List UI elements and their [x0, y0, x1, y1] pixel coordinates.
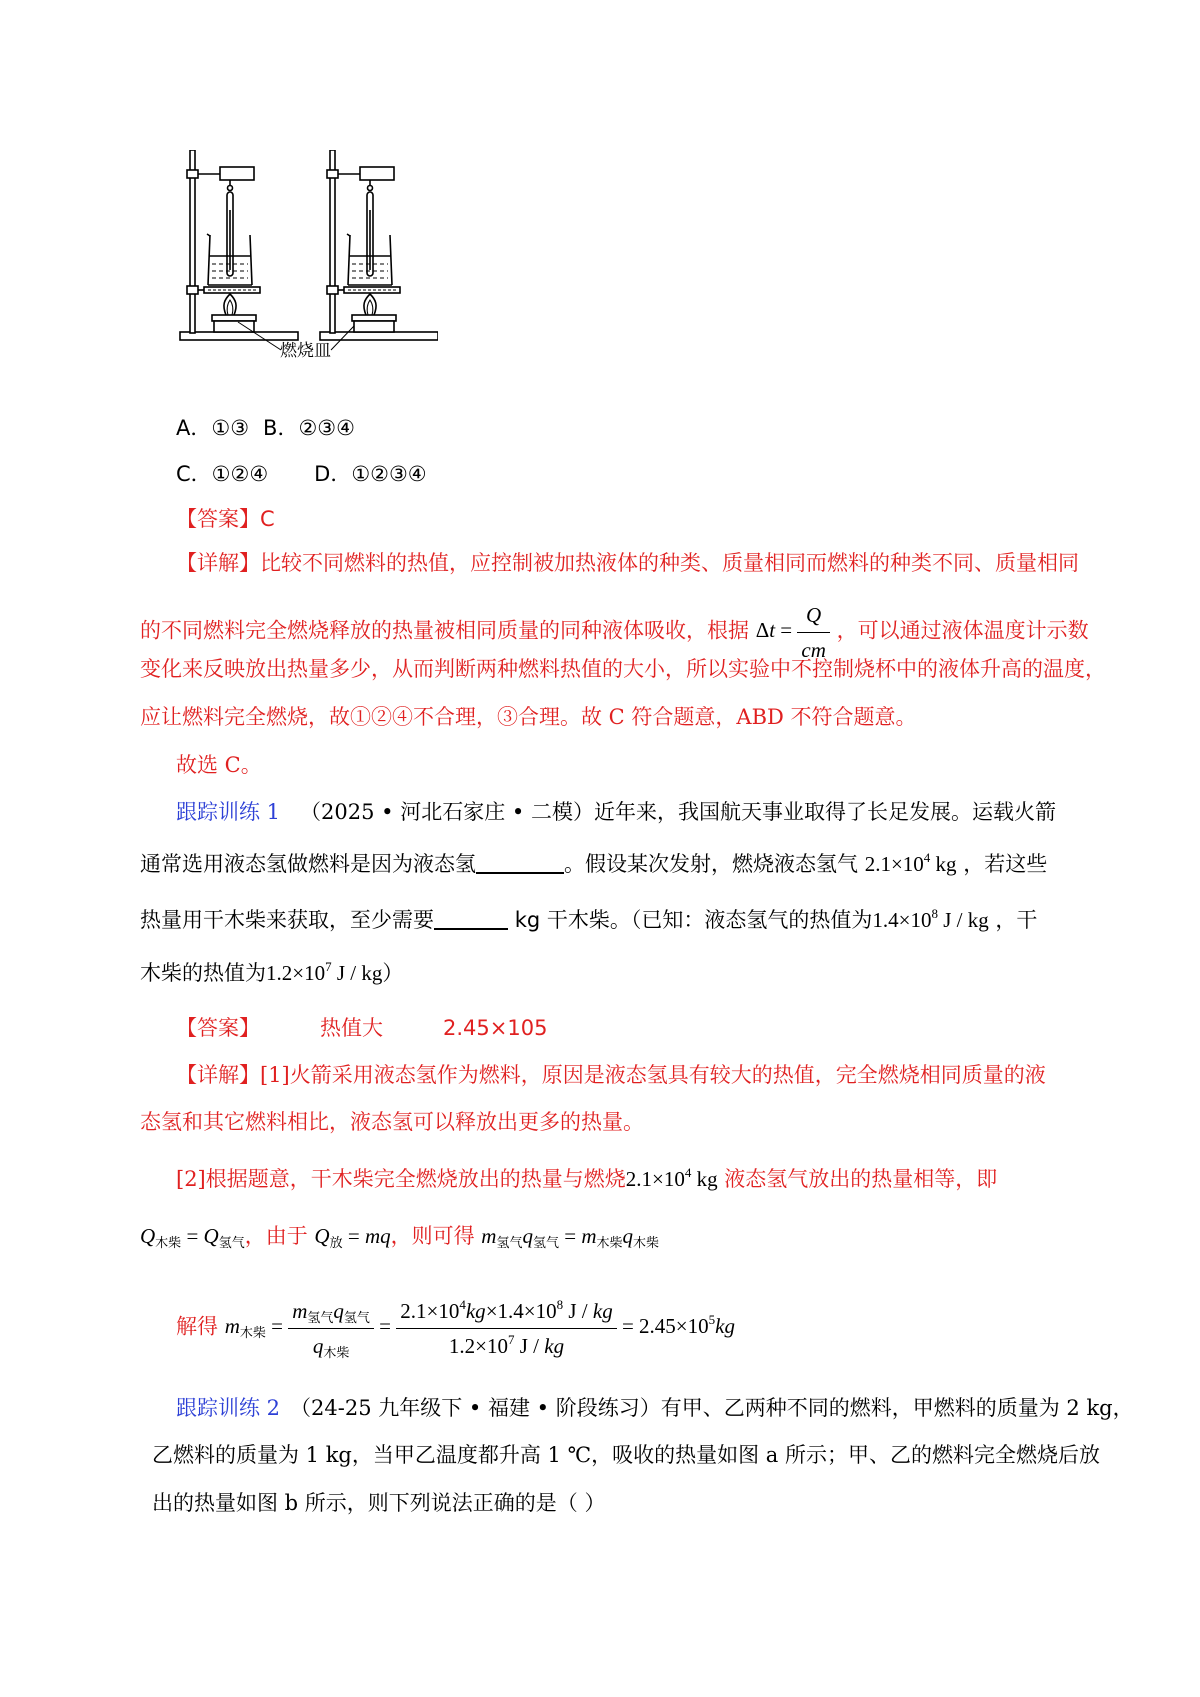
detail-text: 液态氢气放出的热量相等，即	[724, 1167, 998, 1191]
equation-q-mq: $Q_放$ = mq	[314, 1224, 391, 1250]
experiment-apparatus-figure	[178, 150, 438, 365]
answer-blank-1[interactable]	[476, 850, 564, 874]
q0-answer	[176, 504, 275, 534]
detail-text: 的不同燃料完全燃烧释放的热量被相同质量的同种液体吸收，根据	[140, 618, 749, 643]
options-row-1	[176, 413, 355, 443]
practice-1-source: （2025 • 河北石家庄 • 二模）	[300, 800, 594, 824]
question-text: 木柴的热值为	[140, 961, 266, 985]
detail-text: [2]根据题意，干木柴完全燃烧放出的热量与燃烧	[176, 1167, 626, 1191]
equation-heat-equal: $Q_{木柴} = Q_{氢气}$	[140, 1224, 245, 1250]
option-d: D．①②③④	[314, 462, 427, 486]
q0-detail-line-1	[176, 548, 1079, 578]
practice-1-equation-line	[140, 1221, 659, 1251]
question-text: kg 干木柴。（已知：液态氢气的热值为	[514, 908, 873, 932]
question-text: 通常选用液态氢做燃料是因为液态氢	[140, 852, 476, 876]
detail-text: 解得	[176, 1314, 218, 1339]
equation-mq-equal: $m_{氢气}q_{氢气} = m_{木柴}q_{木柴}$	[481, 1224, 660, 1250]
practice-2-line-3: 出的热量如图 b 所示，则下列说法正确的是（ ）	[152, 1491, 606, 1515]
solution-formula: $m_{木柴}$ = $\frac{m_{氢气}q_{氢气}}{q_{木柴}}$ = $\frac{2.1\times 10^4kg\times 1.4\times 10^8 J / kg}{1.2\times 10^7 J / kg}$ = $2.45\times 10^5kg$	[224, 1297, 735, 1360]
detail-tag: 【详解】	[176, 1063, 260, 1087]
detail-text: 应让燃料完全燃烧，故①②④不合理，③合理。故 C 符合题意，ABD 不符合题意。	[140, 705, 917, 729]
practice-1-detail-line-3	[176, 1164, 997, 1194]
heat-value-wood: $1.2\times 10^7$ J / kg	[266, 959, 383, 985]
options-row-2	[176, 459, 427, 489]
q0-conclusion: 故选 C。	[176, 753, 262, 777]
detail-text: ，则可得	[390, 1224, 475, 1248]
detail-text: ，由于	[244, 1224, 308, 1248]
mass-hydrogen: $2.1\times 10^4$ kg	[864, 850, 957, 876]
practice-1-line-1	[176, 797, 1056, 827]
practice-1-detail-line-1	[176, 1060, 1046, 1090]
option-c: C．①②④	[176, 462, 269, 486]
question-text: 热量用干木柴来获取，至少需要	[140, 908, 434, 932]
practice-2-line-1	[176, 1393, 1134, 1423]
question-text: ，若这些	[963, 852, 1048, 876]
answer-value: C	[260, 507, 275, 531]
question-text: 有甲、乙两种不同的燃料，甲燃料的质量为 2 kg，	[660, 1396, 1134, 1420]
practice-1-solution-line	[176, 1296, 735, 1361]
practice-2-tag: 跟踪训练 2	[176, 1396, 281, 1420]
option-b: B．②③④	[263, 416, 355, 440]
practice-1-detail-line-2: 态氢和其它燃料相比，液态氢可以释放出更多的热量。	[140, 1110, 644, 1134]
question-text: ，干	[995, 908, 1038, 932]
practice-1-line-3	[140, 905, 1037, 935]
question-text: 近年来，我国航天事业取得了长足发展。运载火箭	[593, 800, 1056, 824]
question-text: ）	[382, 961, 404, 985]
detail-text: 比较不同燃料的热值，应控制被加热液体的种类、质量相同而燃料的种类不同、质量相同	[260, 551, 1079, 575]
detail-text: [1]火箭采用液态氢作为燃料，原因是液态氢具有较大的热值，完全燃烧相同质量的液	[260, 1063, 1046, 1087]
practice-1-answer	[176, 1013, 547, 1043]
answer-tag: 【答案】	[176, 507, 260, 531]
option-a: A．①③	[176, 416, 250, 440]
q0-detail-line-3: 变化来反映放出热量多少，从而判断两种燃料热值的大小，所以实验中不控制烧杯中的液体升高的温度，	[140, 657, 1106, 681]
formula-delta-t: Δt = $\frac{Q}{cm}$	[756, 618, 830, 642]
practice-1-tag: 跟踪训练 1	[176, 800, 281, 824]
detail-text: ，可以通过液体温度计示数	[836, 618, 1089, 643]
question-text: 。假设某次发射，燃烧液态氢气	[564, 852, 858, 876]
answer-blank-2[interactable]	[434, 906, 508, 930]
practice-1-line-2	[140, 849, 1047, 879]
answer-value-2: 2.45×105	[443, 1016, 548, 1040]
detail-tag: 【详解】	[176, 551, 260, 575]
practice-1-line-4	[140, 958, 403, 988]
figure-label: 燃烧皿	[280, 341, 331, 361]
q0-detail-line-4	[140, 702, 917, 732]
practice-2-line-2: 乙燃料的质量为 1 kg，当甲乙温度都升高 1 ℃，吸收的热量如图 a 所示；甲、乙的燃料完全燃烧后放	[152, 1443, 1100, 1467]
mass-hydrogen-2: $2.1\times 10^4$ kg	[625, 1165, 718, 1191]
heat-value-hydrogen: $1.4\times 10^8$ J / kg	[872, 906, 989, 932]
practice-2-source: （24-25 九年级下 • 福建 • 阶段练习）	[290, 1396, 661, 1420]
answer-tag: 【答案】	[176, 1016, 260, 1040]
answer-value-1: 热值大	[320, 1016, 383, 1040]
